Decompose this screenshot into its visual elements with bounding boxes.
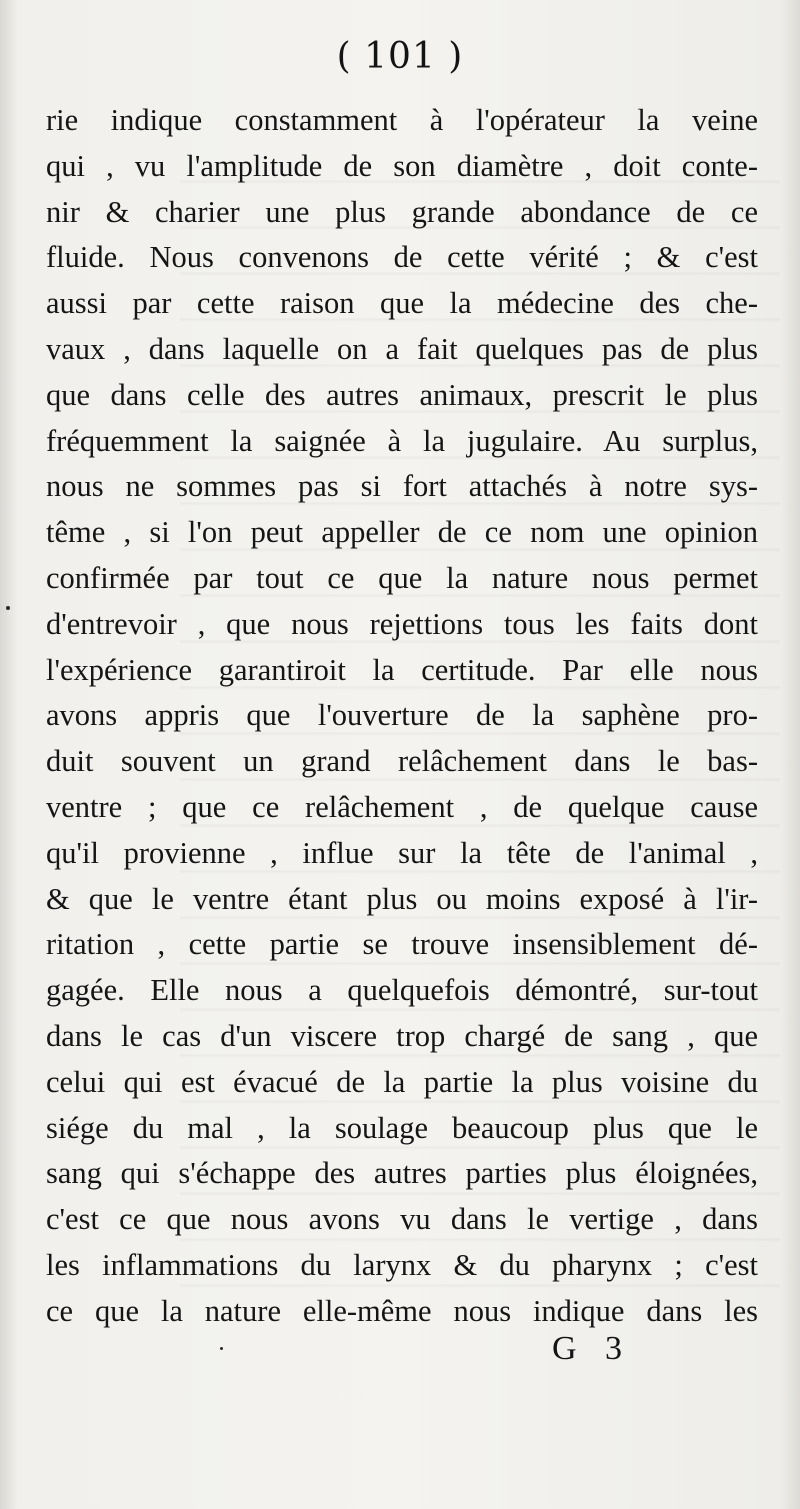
text-line: ce que la nature elle-même nous indique dans les	[46, 1293, 758, 1328]
ink-speck	[6, 606, 10, 610]
text-line: tême , si l'on peut appeller de ce nom une opinion	[46, 515, 758, 550]
text-line: ventre ; que ce relâchement , de quelque cause	[46, 789, 758, 824]
body-text	[46, 98, 758, 1335]
ink-speck	[220, 1347, 223, 1350]
text-line: l'expérience garantiroit la certitude. Par elle nous	[46, 652, 758, 687]
text-line: rie indique constamment à l'opérateur la veine	[46, 103, 758, 137]
text-line: qui , vu l'amplitude de son diamètre , doit conte-	[46, 148, 758, 183]
text-line: confirmée par tout ce que la nature nous permet	[46, 560, 758, 595]
text-line: nous ne sommes pas si fort attachés à notre sys-	[46, 469, 758, 504]
text-line: aussi par cette raison que la médecine des che-	[46, 286, 758, 321]
text-line: qu'il provienne , influe sur la tête de l'animal ,	[46, 835, 758, 870]
text-line: d'entrevoir , que nous rejettions tous les faits dont	[46, 606, 758, 641]
text-line: dans le cas d'un viscere trop chargé de sang , que	[46, 1018, 758, 1053]
text-line: fluide. Nous convenons de cette vérité ; & c'est	[46, 240, 758, 275]
text-line: c'est ce que nous avons vu dans le vertige , dans	[46, 1202, 758, 1237]
text-line: fréquemment la saignée à la jugulaire. Au surplus,	[46, 423, 758, 458]
text-line: celui qui est évacué de la partie la plus voisine du	[46, 1064, 758, 1099]
text-line: vaux , dans laquelle on a fait quelques pas de plus	[46, 331, 758, 366]
signature-mark: G 3	[552, 1330, 633, 1367]
text-line: que dans celle des autres animaux, prescrit le plus	[46, 377, 758, 412]
text-line: les inflammations du larynx & du pharynx ; c'est	[46, 1247, 758, 1282]
text-line: siége du mal , la soulage beaucoup plus que le	[46, 1110, 758, 1145]
text-line: gagée. Elle nous a quelquefois démontré, sur-tout	[46, 973, 758, 1008]
text-line: duit souvent un grand relâchement dans le bas-	[46, 744, 758, 779]
text-line: ritation , cette partie se trouve insensiblement dé-	[46, 927, 758, 962]
text-line: & que le ventre étant plus ou moins exposé à l'ir-	[46, 881, 758, 916]
text-line: avons appris que l'ouverture de la saphène pro-	[46, 698, 758, 733]
page-number-header: ( 101 )	[336, 36, 464, 77]
text-line: nir & charier une plus grande abondance de ce	[46, 194, 758, 229]
text-line: sang qui s'échappe des autres parties plus éloignées,	[46, 1156, 758, 1191]
